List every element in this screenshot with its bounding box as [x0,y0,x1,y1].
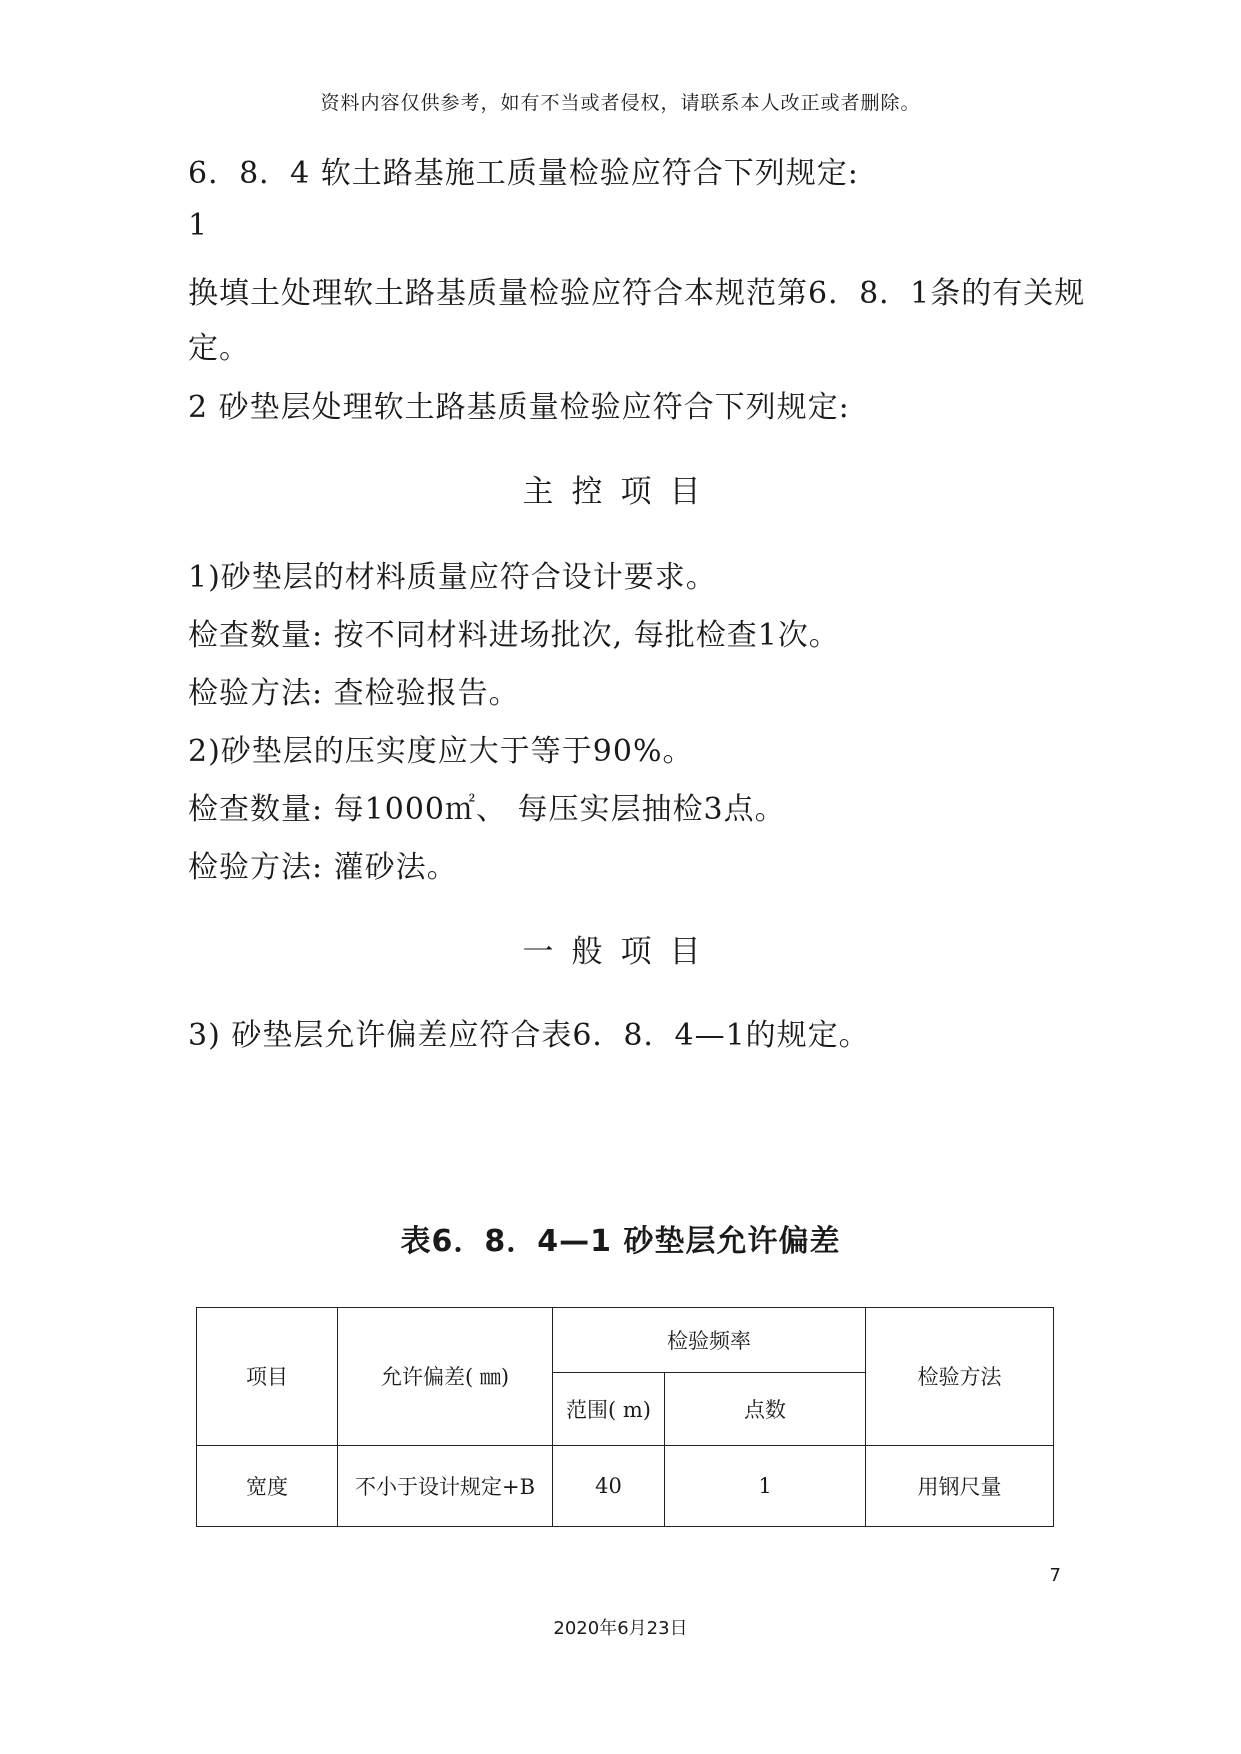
cell-points: 1 [665,1445,866,1526]
header-range: 范围( m) [553,1373,665,1445]
main-item-2-method: 检验方法: 灌砂法。 [188,850,458,885]
section-general-items: 一般项目 [522,934,719,970]
page-number: 7 [1049,1565,1061,1586]
main-item-1-quantity: 检查数量: 按不同材料进场批次, 每批检查1次。 [188,618,840,653]
footer-date: 2020年6月23日 [553,1618,688,1639]
main-item-2: 2)砂垫层的压实度应大于等于90%。 [188,734,694,769]
item-number-1: 1 [188,208,209,243]
header-tolerance: 允许偏差( ㎜) [338,1308,553,1446]
item-1-text-line1: 换填土处理软土路基质量检验应符合本规范第6．8．1条的有关规 [188,276,1086,311]
clause-6-8-4-title: 6．8．4 软土路基施工质量检验应符合下列规定: [188,156,859,191]
main-item-1-method: 检验方法: 查检验报告。 [188,676,520,711]
cell-item: 宽度 [197,1445,338,1526]
cell-method: 用钢尺量 [866,1445,1054,1526]
cell-tolerance: 不小于设计规定+B [338,1445,553,1526]
main-item-2-quantity: 检查数量: 每1000㎡、 每压实层抽检3点。 [188,792,786,827]
main-item-1: 1)砂垫层的材料质量应符合设计要求。 [188,560,717,595]
header-item: 项目 [197,1308,338,1446]
section-main-control-items: 主控项目 [522,474,719,510]
sand-cushion-tolerance-table [196,1307,1054,1527]
table-caption: 表6．8．4—1 砂垫层允许偏差 [400,1224,841,1259]
general-item-3: 3) 砂垫层允许偏差应符合表6．8．4—1的规定。 [188,1018,870,1053]
header-points: 点数 [665,1373,866,1445]
cell-range: 40 [553,1445,665,1526]
item-2-text: 2 砂垫层处理软土路基质量检验应符合下列规定: [188,390,850,425]
header-frequency: 检验频率 [553,1308,866,1373]
table-row [197,1445,1054,1526]
item-1-text-line2: 定。 [188,331,250,366]
page-header-disclaimer: 资料内容仅供参考，如有不当或者侵权，请联系本人改正或者删除。 [320,92,921,114]
header-method: 检验方法 [866,1308,1054,1446]
